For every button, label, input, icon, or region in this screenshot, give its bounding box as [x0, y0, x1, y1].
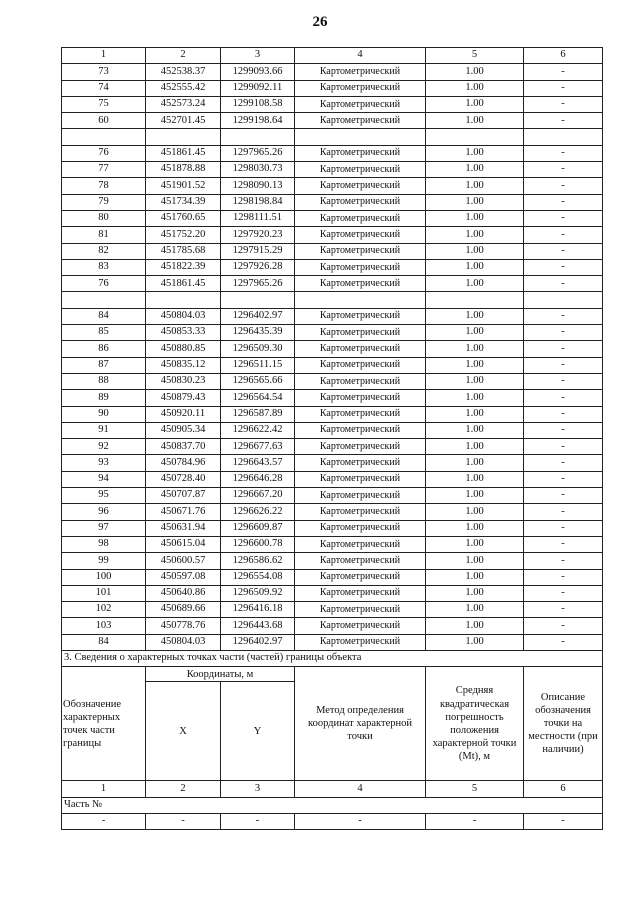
method-cell: Картометрический [295, 64, 426, 80]
coord-x-cell: 451752.20 [146, 227, 221, 243]
coord-x-cell: 451785.68 [146, 243, 221, 259]
coord-x-cell: 452538.37 [146, 64, 221, 80]
header-accuracy: Средняя квадратическая погрешность положения характерной точки (Mt), м [426, 667, 524, 781]
empty-cell [295, 129, 426, 145]
description-cell: - [524, 618, 603, 634]
point-number-cell: 60 [62, 113, 146, 129]
coord-x-cell: 451878.88 [146, 162, 221, 178]
description-cell: - [524, 390, 603, 406]
column-number-cell: 2 [146, 781, 221, 797]
point-number-cell: 79 [62, 194, 146, 210]
accuracy-cell: 1.00 [426, 243, 524, 259]
description-cell: - [524, 536, 603, 552]
empty-part-row [62, 813, 603, 829]
column-number-cell: 6 [524, 781, 603, 797]
table-row [62, 162, 603, 178]
coord-y-cell: 1299198.64 [221, 113, 295, 129]
description-cell: - [524, 373, 603, 389]
coord-x-cell: 450689.66 [146, 602, 221, 618]
header-description: Описание обозначения точки на местности (при наличии) [524, 667, 603, 781]
coord-x-cell: 452701.45 [146, 113, 221, 129]
method-cell: Картометрический [295, 536, 426, 552]
coord-y-cell: 1296600.78 [221, 536, 295, 552]
empty-cell [426, 129, 524, 145]
point-number-cell: 101 [62, 585, 146, 601]
coord-y-cell: 1298030.73 [221, 162, 295, 178]
header-coordinates: Координаты, м [146, 667, 295, 682]
description-cell: - [524, 96, 603, 112]
method-cell: Картометрический [295, 227, 426, 243]
method-cell: Картометрический [295, 569, 426, 585]
accuracy-cell: 1.00 [426, 373, 524, 389]
coord-x-cell: 450804.03 [146, 634, 221, 650]
empty-cell [221, 129, 295, 145]
table-row [62, 422, 603, 438]
coord-y-cell: 1296609.87 [221, 520, 295, 536]
accuracy-cell: 1.00 [426, 602, 524, 618]
group-separator-row [62, 129, 603, 145]
description-cell: - [524, 113, 603, 129]
coord-x-cell: 450600.57 [146, 553, 221, 569]
point-number-cell: 76 [62, 145, 146, 161]
coord-x-cell: 450837.70 [146, 439, 221, 455]
description-cell: - [524, 422, 603, 438]
table-row [62, 308, 603, 324]
accuracy-cell: 1.00 [426, 113, 524, 129]
header-method: Метод определения координат характерной точки [295, 667, 426, 781]
table-row [62, 178, 603, 194]
table-row [62, 113, 603, 129]
column-number-cell: 5 [426, 48, 524, 64]
coord-y-cell: 1296443.68 [221, 618, 295, 634]
description-cell: - [524, 341, 603, 357]
point-number-cell: 93 [62, 455, 146, 471]
header-designation: Обозначение характерных точек части границы [62, 667, 146, 781]
section-3-column-number-row [62, 781, 603, 797]
method-cell: Картометрический [295, 80, 426, 96]
table-row [62, 520, 603, 536]
empty-cell [524, 129, 603, 145]
coord-y-cell: 1296587.89 [221, 406, 295, 422]
accuracy-cell: 1.00 [426, 471, 524, 487]
coord-x-cell: 450631.94 [146, 520, 221, 536]
empty-cell [221, 292, 295, 308]
empty-cell [62, 129, 146, 145]
header-y: Y [221, 682, 295, 781]
page-number: 26 [312, 14, 328, 30]
coord-y-cell: 1297965.26 [221, 276, 295, 292]
method-cell: Картометрический [295, 439, 426, 455]
column-number-cell: 4 [295, 48, 426, 64]
description-cell: - [524, 80, 603, 96]
coord-x-cell: 452573.24 [146, 96, 221, 112]
accuracy-cell: 1.00 [426, 553, 524, 569]
coord-x-cell: 450640.86 [146, 585, 221, 601]
method-cell: Картометрический [295, 520, 426, 536]
column-number-cell: 3 [221, 48, 295, 64]
accuracy-cell: 1.00 [426, 162, 524, 178]
coord-y-cell: 1296667.20 [221, 488, 295, 504]
coord-x-cell: 451861.45 [146, 276, 221, 292]
empty-value-cell: - [426, 813, 524, 829]
method-cell: Картометрический [295, 178, 426, 194]
method-cell: Картометрический [295, 276, 426, 292]
point-number-cell: 75 [62, 96, 146, 112]
method-cell: Картометрический [295, 308, 426, 324]
method-cell: Картометрический [295, 471, 426, 487]
coord-x-cell: 450615.04 [146, 536, 221, 552]
method-cell: Картометрический [295, 488, 426, 504]
table-row [62, 64, 603, 80]
point-number-cell: 86 [62, 341, 146, 357]
point-number-cell: 92 [62, 439, 146, 455]
point-number-cell: 94 [62, 471, 146, 487]
description-cell: - [524, 357, 603, 373]
point-number-cell: 83 [62, 259, 146, 275]
table-row [62, 488, 603, 504]
table-row [62, 80, 603, 96]
point-number-cell: 90 [62, 406, 146, 422]
method-cell: Картометрический [295, 357, 426, 373]
coord-x-cell: 450879.43 [146, 390, 221, 406]
description-cell: - [524, 178, 603, 194]
method-cell: Картометрический [295, 145, 426, 161]
coord-y-cell: 1297926.28 [221, 259, 295, 275]
point-number-cell: 81 [62, 227, 146, 243]
table-row [62, 602, 603, 618]
coord-x-cell: 450707.87 [146, 488, 221, 504]
table-row [62, 553, 603, 569]
coord-y-cell: 1296416.18 [221, 602, 295, 618]
description-cell: - [524, 585, 603, 601]
accuracy-cell: 1.00 [426, 406, 524, 422]
table-row [62, 325, 603, 341]
accuracy-cell: 1.00 [426, 194, 524, 210]
column-number-cell: 1 [62, 48, 146, 64]
coord-y-cell: 1296646.28 [221, 471, 295, 487]
empty-cell [146, 292, 221, 308]
column-number-cell: 5 [426, 781, 524, 797]
accuracy-cell: 1.00 [426, 357, 524, 373]
coord-x-cell: 451734.39 [146, 194, 221, 210]
table-row [62, 373, 603, 389]
coord-y-cell: 1296402.97 [221, 308, 295, 324]
point-number-cell: 84 [62, 634, 146, 650]
accuracy-cell: 1.00 [426, 276, 524, 292]
description-cell: - [524, 569, 603, 585]
coord-x-cell: 450835.12 [146, 357, 221, 373]
column-number-cell: 4 [295, 781, 426, 797]
method-cell: Картометрический [295, 618, 426, 634]
point-number-cell: 89 [62, 390, 146, 406]
table-row [62, 504, 603, 520]
method-cell: Картометрический [295, 602, 426, 618]
table-row [62, 390, 603, 406]
description-cell: - [524, 439, 603, 455]
section-3-title-row [62, 650, 603, 666]
column-number-cell: 1 [62, 781, 146, 797]
table-row [62, 96, 603, 112]
empty-value-cell: - [295, 813, 426, 829]
description-cell: - [524, 406, 603, 422]
point-number-cell: 74 [62, 80, 146, 96]
accuracy-cell: 1.00 [426, 227, 524, 243]
coord-y-cell: 1297915.29 [221, 243, 295, 259]
table-row [62, 569, 603, 585]
description-cell: - [524, 194, 603, 210]
point-number-cell: 96 [62, 504, 146, 520]
method-cell: Картометрический [295, 553, 426, 569]
method-cell: Картометрический [295, 162, 426, 178]
point-number-cell: 78 [62, 178, 146, 194]
table-row [62, 210, 603, 226]
coord-x-cell: 451901.52 [146, 178, 221, 194]
point-number-cell: 84 [62, 308, 146, 324]
group-separator-row [62, 292, 603, 308]
coord-y-cell: 1296511.15 [221, 357, 295, 373]
description-cell: - [524, 455, 603, 471]
accuracy-cell: 1.00 [426, 325, 524, 341]
description-cell: - [524, 227, 603, 243]
coord-y-cell: 1296435.39 [221, 325, 295, 341]
section-3-header-row [62, 667, 603, 682]
description-cell: - [524, 64, 603, 80]
coord-y-cell: 1296509.30 [221, 341, 295, 357]
coord-x-cell: 452555.42 [146, 80, 221, 96]
method-cell: Картометрический [295, 325, 426, 341]
coord-x-cell: 450920.11 [146, 406, 221, 422]
point-number-cell: 80 [62, 210, 146, 226]
empty-value-cell: - [62, 813, 146, 829]
method-cell: Картометрический [295, 634, 426, 650]
point-number-cell: 77 [62, 162, 146, 178]
coord-y-cell: 1296626.22 [221, 504, 295, 520]
description-cell: - [524, 471, 603, 487]
coord-y-cell: 1296564.54 [221, 390, 295, 406]
description-cell: - [524, 504, 603, 520]
table-row [62, 634, 603, 650]
coord-y-cell: 1296554.08 [221, 569, 295, 585]
coord-y-cell: 1298090.13 [221, 178, 295, 194]
coord-x-cell: 451822.39 [146, 259, 221, 275]
coord-x-cell: 450778.76 [146, 618, 221, 634]
empty-cell [146, 129, 221, 145]
table-row [62, 585, 603, 601]
accuracy-cell: 1.00 [426, 569, 524, 585]
table-row [62, 341, 603, 357]
point-number-cell: 97 [62, 520, 146, 536]
empty-cell [524, 292, 603, 308]
accuracy-cell: 1.00 [426, 308, 524, 324]
table-row [62, 276, 603, 292]
accuracy-cell: 1.00 [426, 634, 524, 650]
coord-y-cell: 1296509.92 [221, 585, 295, 601]
table-row [62, 406, 603, 422]
accuracy-cell: 1.00 [426, 536, 524, 552]
method-cell: Картометрический [295, 113, 426, 129]
table-row [62, 439, 603, 455]
coord-y-cell: 1297920.23 [221, 227, 295, 243]
accuracy-cell: 1.00 [426, 96, 524, 112]
coord-y-cell: 1296565.66 [221, 373, 295, 389]
accuracy-cell: 1.00 [426, 585, 524, 601]
empty-value-cell: - [524, 813, 603, 829]
coord-y-cell: 1296643.57 [221, 455, 295, 471]
description-cell: - [524, 553, 603, 569]
coord-y-cell: 1298198.84 [221, 194, 295, 210]
description-cell: - [524, 488, 603, 504]
coord-y-cell: 1296402.97 [221, 634, 295, 650]
point-number-cell: 85 [62, 325, 146, 341]
table-row [62, 357, 603, 373]
section-3-title: 3. Сведения о характерных точках части (частей) границы объекта [62, 650, 603, 666]
method-cell: Картометрический [295, 373, 426, 389]
empty-value-cell: - [146, 813, 221, 829]
accuracy-cell: 1.00 [426, 488, 524, 504]
description-cell: - [524, 325, 603, 341]
empty-value-cell: - [221, 813, 295, 829]
description-cell: - [524, 162, 603, 178]
table-row [62, 536, 603, 552]
point-number-cell: 98 [62, 536, 146, 552]
description-cell: - [524, 145, 603, 161]
empty-cell [62, 292, 146, 308]
method-cell: Картометрический [295, 96, 426, 112]
point-number-cell: 87 [62, 357, 146, 373]
coord-x-cell: 450597.08 [146, 569, 221, 585]
accuracy-cell: 1.00 [426, 145, 524, 161]
part-label-row [62, 797, 603, 813]
coord-y-cell: 1296677.63 [221, 439, 295, 455]
description-cell: - [524, 634, 603, 650]
method-cell: Картометрический [295, 455, 426, 471]
accuracy-cell: 1.00 [426, 618, 524, 634]
coord-x-cell: 450728.40 [146, 471, 221, 487]
table-row [62, 227, 603, 243]
point-number-cell: 82 [62, 243, 146, 259]
coord-x-cell: 450830.23 [146, 373, 221, 389]
accuracy-cell: 1.00 [426, 422, 524, 438]
description-cell: - [524, 308, 603, 324]
empty-cell [426, 292, 524, 308]
coord-y-cell: 1297965.26 [221, 145, 295, 161]
point-number-cell: 88 [62, 373, 146, 389]
method-cell: Картометрический [295, 341, 426, 357]
accuracy-cell: 1.00 [426, 178, 524, 194]
table-row [62, 455, 603, 471]
coord-y-cell: 1299108.58 [221, 96, 295, 112]
table-row [62, 471, 603, 487]
method-cell: Картометрический [295, 194, 426, 210]
empty-cell [295, 292, 426, 308]
point-number-cell: 99 [62, 553, 146, 569]
column-number-row [62, 48, 603, 64]
coord-y-cell: 1299092.11 [221, 80, 295, 96]
point-number-cell: 102 [62, 602, 146, 618]
coord-x-cell: 450905.34 [146, 422, 221, 438]
coord-x-cell: 450880.85 [146, 341, 221, 357]
column-number-cell: 2 [146, 48, 221, 64]
accuracy-cell: 1.00 [426, 259, 524, 275]
accuracy-cell: 1.00 [426, 439, 524, 455]
accuracy-cell: 1.00 [426, 341, 524, 357]
description-cell: - [524, 520, 603, 536]
point-number-cell: 91 [62, 422, 146, 438]
point-number-cell: 100 [62, 569, 146, 585]
method-cell: Картометрический [295, 390, 426, 406]
coord-y-cell: 1296622.42 [221, 422, 295, 438]
table-row [62, 259, 603, 275]
method-cell: Картометрический [295, 243, 426, 259]
accuracy-cell: 1.00 [426, 455, 524, 471]
point-number-cell: 95 [62, 488, 146, 504]
description-cell: - [524, 276, 603, 292]
accuracy-cell: 1.00 [426, 80, 524, 96]
accuracy-cell: 1.00 [426, 210, 524, 226]
coord-y-cell: 1298111.51 [221, 210, 295, 226]
method-cell: Картометрический [295, 422, 426, 438]
table-row [62, 243, 603, 259]
description-cell: - [524, 243, 603, 259]
description-cell: - [524, 259, 603, 275]
coord-y-cell: 1296586.62 [221, 553, 295, 569]
column-number-cell: 6 [524, 48, 603, 64]
coord-x-cell: 450804.03 [146, 308, 221, 324]
coord-x-cell: 450853.33 [146, 325, 221, 341]
accuracy-cell: 1.00 [426, 504, 524, 520]
boundary-points-table [61, 47, 603, 830]
accuracy-cell: 1.00 [426, 64, 524, 80]
description-cell: - [524, 210, 603, 226]
coord-x-cell: 451760.65 [146, 210, 221, 226]
method-cell: Картометрический [295, 504, 426, 520]
coord-x-cell: 451861.45 [146, 145, 221, 161]
table-row [62, 618, 603, 634]
description-cell: - [524, 602, 603, 618]
point-number-cell: 73 [62, 64, 146, 80]
column-number-cell: 3 [221, 781, 295, 797]
point-number-cell: 76 [62, 276, 146, 292]
table-row [62, 145, 603, 161]
method-cell: Картометрический [295, 210, 426, 226]
coord-x-cell: 450784.96 [146, 455, 221, 471]
part-label: Часть № [62, 797, 603, 813]
header-x: X [146, 682, 221, 781]
table-row [62, 194, 603, 210]
method-cell: Картометрический [295, 406, 426, 422]
method-cell: Картометрический [295, 585, 426, 601]
coord-x-cell: 450671.76 [146, 504, 221, 520]
accuracy-cell: 1.00 [426, 390, 524, 406]
method-cell: Картометрический [295, 259, 426, 275]
accuracy-cell: 1.00 [426, 520, 524, 536]
point-number-cell: 103 [62, 618, 146, 634]
coord-y-cell: 1299093.66 [221, 64, 295, 80]
